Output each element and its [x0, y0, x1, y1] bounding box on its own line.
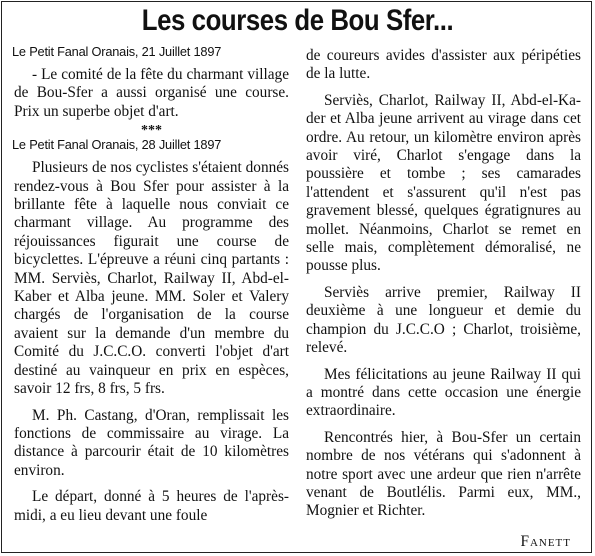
author-signature: Fanett — [520, 532, 571, 550]
separator: *** — [141, 123, 162, 139]
left-column — [14, 44, 289, 533]
source-line-2: Le Petit Fanal Oranais, 28 Juillet 1897 — [12, 137, 222, 153]
paragraph: Mes félicitations au jeune Railway II qui a montré dans cette occasion une énergie extraordinaire. — [306, 365, 581, 420]
paragraph: Rencontrés hier, à Bou-Sfer un certain nombre de nos vétérans qui s'adonnent à notre sport avec une ardeur que rien n'arrête venant de Boutlélis. Parmi eux, MM., Mognier et Richter. — [306, 428, 581, 520]
paragraph: M. Ph. Castang, d'Oran, remplissait les fonctions de commissaire au virage. La distance à parcourir était de 10 kilomètres environ. — [14, 406, 289, 479]
right-column — [306, 47, 581, 551]
paragraph: Plusieurs de nos cyclistes s'étaient donnés rendez-vous à Bou Sfer pour assister à la brillante fête à laquelle nous conviait ce charmant village. Au programme des réjouissances figurait une course de bicyclettes. L'épreuve a réuni cinq partants : MM. Serviès, Charlot, Railway II, Abd-el-Kaber et Alba jeune. MM. Soler et Valery chargés de l'organisation de la course avaient sur la demande d'un membre du Comité du J.C.C.O. converti l'objet d'art destiné au vainqueur en prix en espèces, savoir 12 frs, 8 frs, 5 frs. — [14, 159, 289, 398]
paragraph: Serviès, Charlot, Railway II, Abd-el-Ka-der et Alba jeune arrivent au virage dans cet ordre. Au retour, un kilomètre environ après avoir viré, Charlot s'engage dans la poussière et tombe ; ses camarades l'attendent et s'assurent qu'il n'est pas gravement blessé, quelques égratignures au mollet. Néanmoins, Charlot se remet en selle mais, complètement démoralisé, ne pousse plus. — [306, 91, 581, 275]
source-line-1: Le Petit Fanal Oranais, 21 Juillet 1897 — [12, 44, 222, 59]
paragraph: - Le comité de la fête du charmant village de Bou-Sfer a aussi organisé une course. Prix un superbe objet d'art. — [14, 66, 289, 120]
article-title: Les courses de Bou Sfer... — [141, 4, 454, 37]
paragraph: de coureurs avides d'assister aux péripéties de la lutte. — [306, 47, 581, 83]
paragraph: Le départ, donné à 5 heures de l'après-midi, a eu lieu devant une foule — [14, 488, 289, 524]
paragraph: Serviès arrive premier, Railway II deuxième à une longueur et demie du champion du J.C.C.O ; Charlot, troisième, relevé. — [306, 283, 581, 357]
